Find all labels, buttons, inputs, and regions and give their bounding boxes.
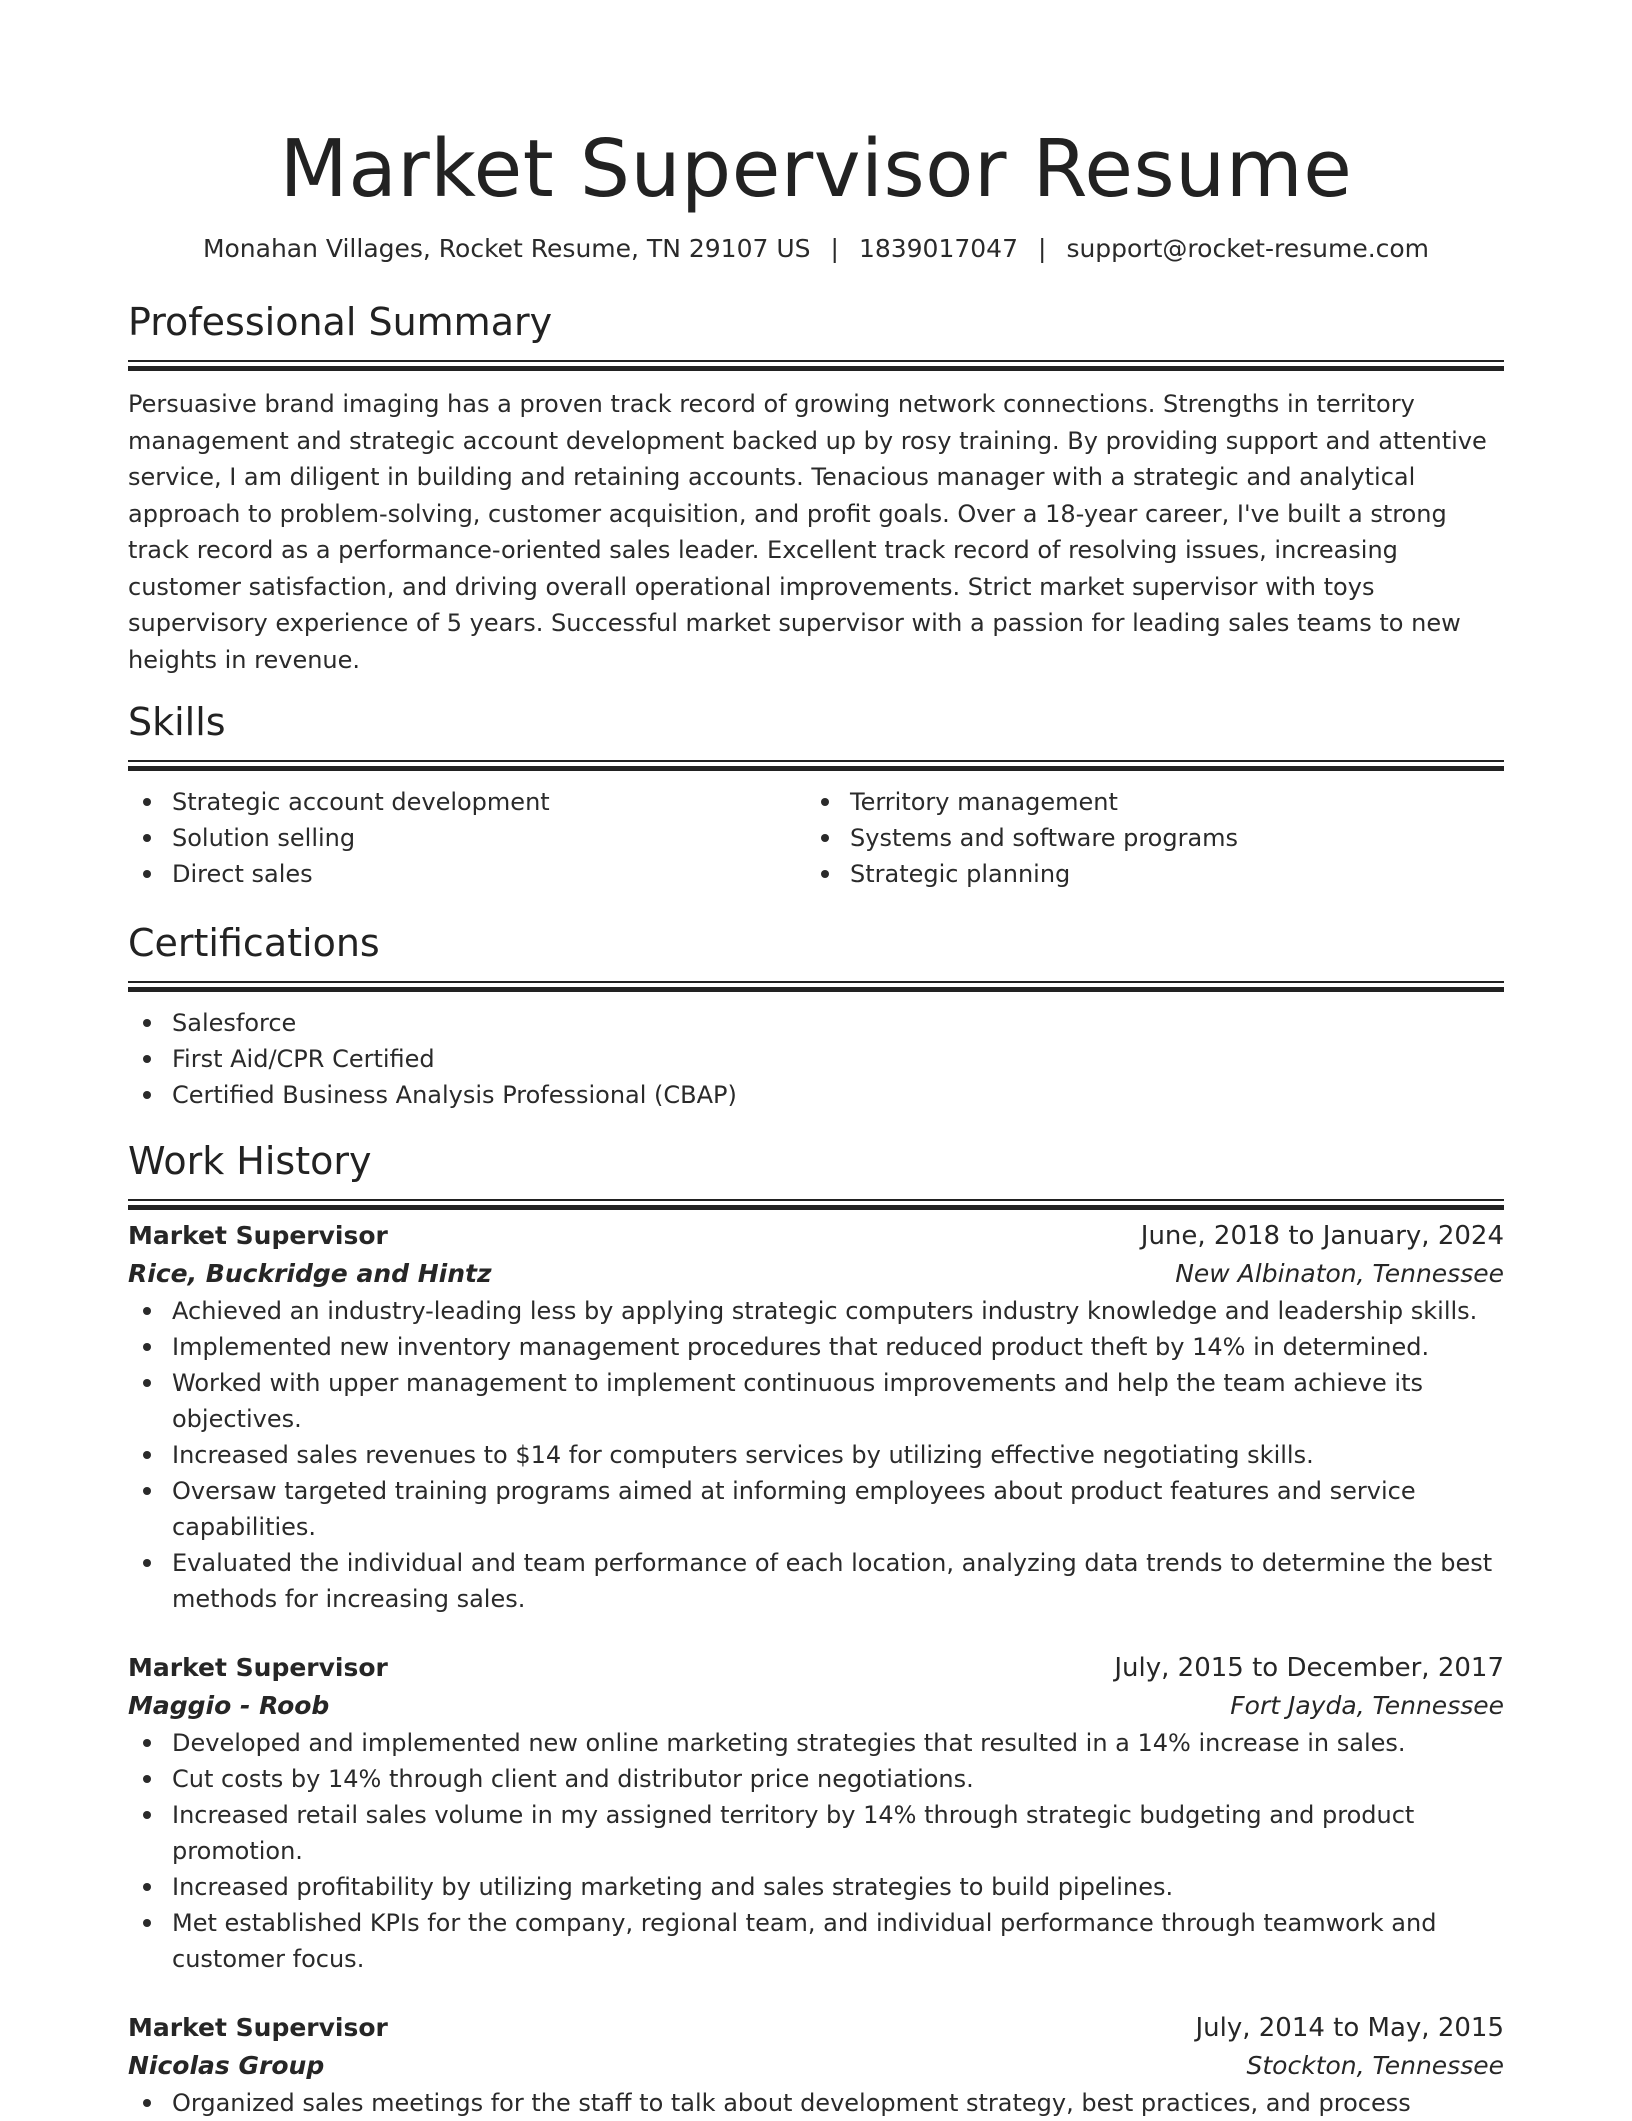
job-dates: July, 2015 to December, 2017 — [1114, 1653, 1504, 1683]
contact-line — [128, 232, 1504, 266]
job-bullet: Worked with upper management to implement continuous improvements and help the team achieve its objectives. — [128, 1365, 1504, 1437]
job-header — [128, 1217, 1504, 1255]
contact-phone: 1839017047 — [858, 234, 1018, 263]
certifications-list — [128, 1005, 1504, 1113]
contact-email[interactable]: support@rocket-resume.com — [1066, 234, 1430, 263]
skills-column-right — [806, 784, 1484, 892]
job-company: Maggio - Roob — [128, 1691, 330, 1720]
summary-section — [128, 298, 1504, 678]
job-bullet: Increased sales revenues to $14 for computers services by utilizing effective negotiating skills. — [128, 1437, 1504, 1473]
certifications-heading: Certifications — [128, 921, 380, 965]
contact-separator: | — [1038, 234, 1047, 263]
job-company: Rice, Buckridge and Hintz — [128, 1259, 492, 1288]
section-divider — [128, 1199, 1504, 1201]
certification-item: First Aid/CPR Certified — [128, 1041, 1504, 1077]
job-location: Fort Jayda, Tennessee — [1230, 1691, 1504, 1720]
work-history-heading: Work History — [128, 1139, 372, 1183]
summary-text: Persuasive brand imaging has a proven track record of growing network connections. Strengths in territory management and strategic account development backed up by rosy training. By providing support and attentive service, I am diligent in building and retaining accounts. Tenacious manager with a strategic and analytical approach to problem-solving, customer acquisition, and profit goals. Over a 18-year career, I've built a strong track record as a performance-oriented sales leader. Excellent track record of resolving issues, increasing customer satisfaction, and driving overall operational improvements. Strict market supervisor with toys supervisory experience of 5 years. Successful market supervisor with a passion for leading sales teams to new heights in revenue. — [128, 390, 1487, 674]
skill-item: Territory management — [806, 784, 1484, 820]
summary-heading: Professional Summary — [128, 300, 553, 344]
skills-heading: Skills — [128, 700, 226, 744]
job-dates: June, 2018 to January, 2024 — [1140, 1221, 1504, 1251]
skill-item: Direct sales — [128, 856, 806, 892]
job-bullet: Organized sales meetings for the staff to talk about development strategy, best practices, and process — [128, 2085, 1504, 2121]
job-header — [128, 2009, 1504, 2047]
job-location: New Albinaton, Tennessee — [1175, 1259, 1504, 1288]
job-bullet: Evaluated the individual and team performance of each location, analyzing data trends to determine the best methods for increasing sales. — [128, 1545, 1504, 1617]
job-bullet: Cut costs by 14% through client and distributor price negotiations. — [128, 1761, 1504, 1797]
job-header — [128, 1649, 1504, 1687]
job-location: Stockton, Tennessee — [1246, 2051, 1504, 2080]
section-divider — [128, 981, 1504, 983]
skills-grid — [128, 784, 1504, 892]
job-entry — [128, 1217, 1504, 1617]
job-bullet: Oversaw targeted training programs aimed at informing employees about product features and service capabilities. — [128, 1473, 1504, 1545]
job-subheader — [128, 2047, 1504, 2085]
skill-item: Strategic account development — [128, 784, 806, 820]
job-title: Market Supervisor — [128, 1221, 388, 1250]
job-bullet: Implemented new inventory management procedures that reduced product theft by 14% in determined. — [128, 1329, 1504, 1365]
job-bullets — [128, 2085, 1504, 2121]
job-bullet: Increased profitability by utilizing marketing and sales strategies to build pipelines. — [128, 1869, 1504, 1905]
skills-section — [128, 698, 1504, 892]
job-dates: July, 2014 to May, 2015 — [1195, 2013, 1504, 2043]
job-bullet: Achieved an industry-leading less by applying strategic computers industry knowledge and leadership skills. — [128, 1293, 1504, 1329]
job-bullets — [128, 1293, 1504, 1617]
job-company: Nicolas Group — [128, 2051, 325, 2080]
certification-item: Salesforce — [128, 1005, 1504, 1041]
job-entry — [128, 2009, 1504, 2121]
job-entry — [128, 1649, 1504, 1977]
job-subheader — [128, 1687, 1504, 1725]
job-bullet: Met established KPIs for the company, regional team, and individual performance through teamwork and customer focus. — [128, 1905, 1504, 1977]
resume-title: Market Supervisor Resume — [279, 123, 1353, 215]
job-title: Market Supervisor — [128, 2013, 388, 2042]
section-divider — [128, 360, 1504, 362]
work-history-section — [128, 1137, 1504, 2121]
skill-item: Strategic planning — [806, 856, 1484, 892]
skill-item: Systems and software programs — [806, 820, 1484, 856]
certification-item: Certified Business Analysis Professional (CBAP) — [128, 1077, 1504, 1113]
section-divider — [128, 760, 1504, 762]
job-bullet: Increased retail sales volume in my assigned territory by 14% through strategic budgeting and product promotion. — [128, 1797, 1504, 1869]
job-subheader — [128, 1255, 1504, 1293]
certifications-section — [128, 919, 1504, 1113]
job-title: Market Supervisor — [128, 1653, 388, 1682]
job-bullet: Developed and implemented new online marketing strategies that resulted in a 14% increase in sales. — [128, 1725, 1504, 1761]
contact-address: Monahan Villages, Rocket Resume, TN 29107 US — [202, 234, 811, 263]
resume-page — [128, 0, 1504, 2121]
job-bullets — [128, 1725, 1504, 1977]
skills-column-left — [128, 784, 806, 892]
skill-item: Solution selling — [128, 820, 806, 856]
contact-separator: | — [830, 234, 839, 263]
